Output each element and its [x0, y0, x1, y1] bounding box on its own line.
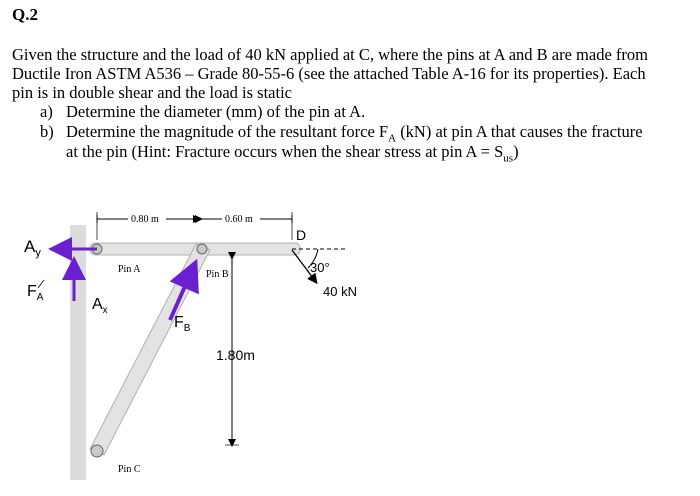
- pin-a-label: Pin A: [118, 264, 141, 275]
- force-ax-label: $A_x$: [92, 296, 108, 316]
- part-a-text: Determine the diameter (mm) of the pin at A.: [66, 102, 366, 121]
- part-a-label: a): [40, 102, 53, 121]
- dim-bd-label: 0.60 m: [225, 214, 253, 225]
- wall: [70, 225, 86, 480]
- question-number: Q.2: [12, 5, 38, 24]
- pin-b: [197, 244, 207, 254]
- height-label: 1.80m: [216, 347, 255, 363]
- question-line-2: Ductile Iron ASTM A536 – Grade 80-55-6 (see the attached Table A-16 for its properties). Each: [12, 64, 646, 83]
- pin-b-label: Pin B: [206, 269, 229, 280]
- pin-c-label: Pin C: [118, 464, 141, 475]
- pin-c: [91, 445, 103, 457]
- part-b-label: b): [40, 122, 54, 141]
- angle-label: 30°: [310, 260, 330, 275]
- load-label: 40 kN: [323, 284, 357, 299]
- question-line-1: Given the structure and the load of 40 kN applied at C, where the pins at A and B are made from: [12, 45, 648, 64]
- part-b-text-line-2: at the pin (Hint: Fracture occurs when the shear stress at pin $A = S_{us}$): [66, 142, 519, 165]
- structure-figure: [0, 196, 700, 496]
- part-b-text-line-1: Determine the magnitude of the resultant force $F_A$ (kN) at pin A that causes the fracture: [66, 122, 643, 145]
- question-line-3: pin is in double shear and the load is static: [12, 83, 292, 102]
- force-fb-label: $F_B$: [174, 314, 191, 334]
- point-d-label: D: [296, 227, 307, 243]
- force-fa-label: $F_A$: [27, 283, 44, 303]
- force-ay-label: $A_y$: [24, 237, 41, 259]
- dim-ab-label: 0.80 m: [131, 214, 159, 225]
- member-bc: [90, 244, 210, 455]
